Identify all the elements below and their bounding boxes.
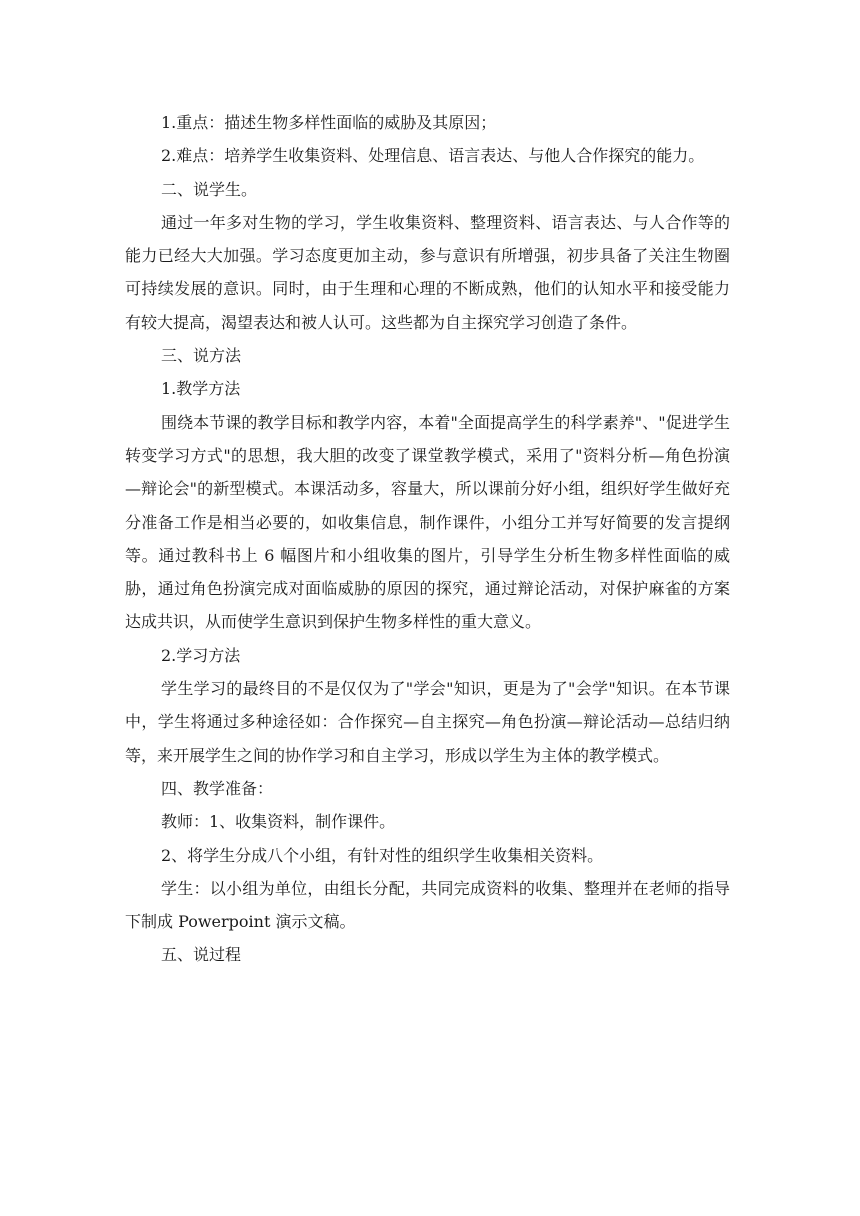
difficult-point-paragraph: 2.难点：培养学生收集资料、处理信息、语言表达、与他人合作探究的能力。	[161, 146, 705, 166]
section-heading-methods: 三、说方法	[161, 346, 242, 366]
teaching-method-paragraph: 围绕本节课的教学目标和教学内容，本着"全面提高学生的科学素养"、"促进学生转变学习方式"的思想，我大胆的改变了课堂教学模式，采用了"资料分析—角色扮演—辩论会"的新型模式。本课活动多，容量大，所以课前分好小组，组织好学生做好充分准备工作是相当必要的，如收集信息，制作课件，小组分工并写好简要的发言提纲等。通过教科书上 6 幅图片和小组收集的图片，引导学生分析生物多样性面临的威胁，通过角色扮演完成对面临威胁的原因的探究，通过辩论活动，对保护麻雀的方案达成共识，从而使学生意识到保护生物多样性的重大意义。	[125, 412, 730, 632]
key-point-paragraph: 1.重点：描述生物多样性面临的威胁及其原因；	[161, 113, 497, 132]
subheading-teaching-method: 1.教学方法	[161, 379, 241, 399]
subheading-learning-method: 2.学习方法	[161, 645, 241, 665]
learning-method-paragraph: 学生学习的最终目的不是仅仅为了"学会"知识，更是为了"会学"知识。在本节课中，学生将通过多种途径如：合作探究—自主探究—角色扮演—辩论活动—总结归纳等，来开展学生之间的协作学习和自主学习，形成以学生为主体的教学模式。	[125, 679, 730, 765]
document-body	[125, 106, 730, 972]
student-preparation-paragraph: 学生：以小组为单位，由组长分配，共同完成资料的收集、整理并在老师的指导下制成 Powerpoint 演示文稿。	[125, 878, 730, 932]
section-heading-students: 二、说学生。	[161, 179, 258, 199]
students-paragraph: 通过一年多对生物的学习，学生收集资料、整理资料、语言表达、与人合作等的能力已经大大加强。学习态度更加主动，参与意识有所增强，初步具备了关注生物圈可持续发展的意识。同时，由于生理和心理的不断成熟，他们的认知水平和接受能力有较大提高，渴望表达和被人认可。这些都为自主探究学习创造了条件。	[125, 212, 730, 332]
teacher-preparation-item-2: 2、将学生分成八个小组，有针对性的组织学生收集相关资料。	[161, 845, 604, 865]
teacher-preparation-paragraph: 教师：1、收集资料，制作课件。	[161, 812, 396, 832]
section-heading-preparation: 四、教学准备：	[161, 778, 274, 798]
section-heading-process: 五、说过程	[161, 945, 242, 965]
